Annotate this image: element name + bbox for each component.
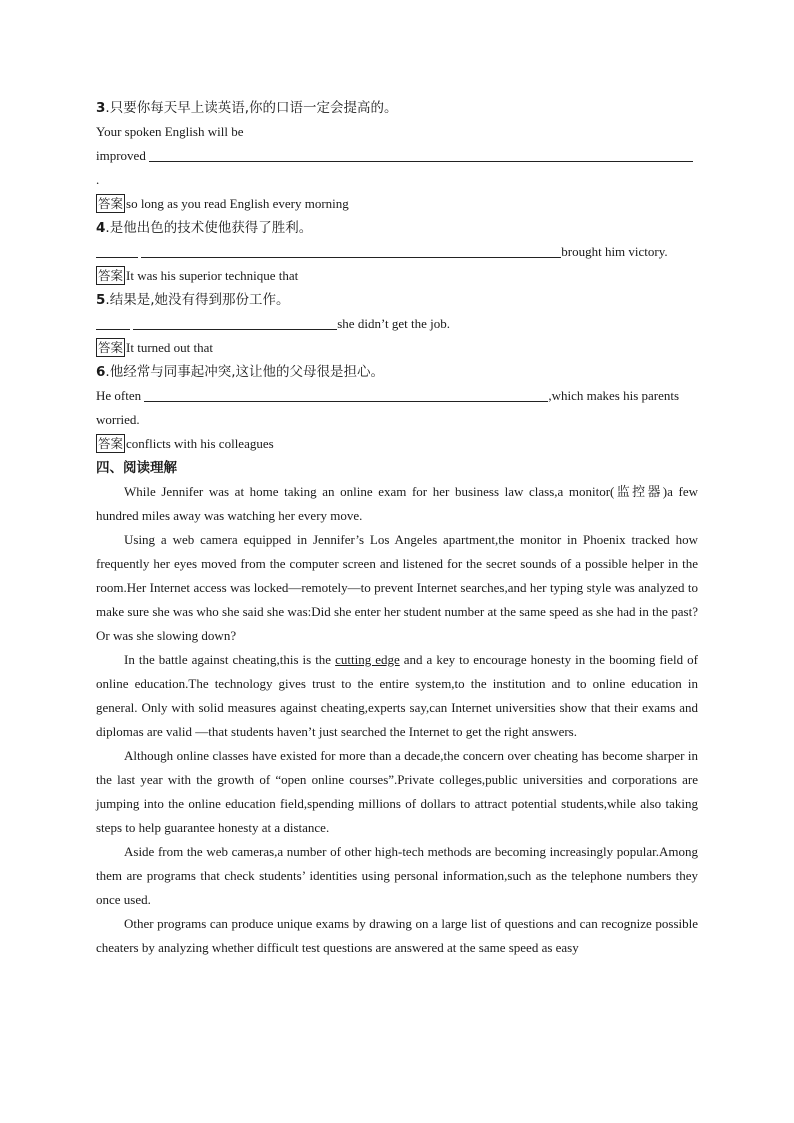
passage-paragraph-5: Aside from the web cameras,a number of other high-tech methods are becoming increasingly popular.Among them are programs that check students’ identities using personal information,such as the telephone numbers they once used. xyxy=(96,844,698,907)
question-6-prompt: 6.他经常与同事起冲突,这让他的父母很是担心。 xyxy=(96,364,384,380)
answer-blank[interactable] xyxy=(141,241,561,258)
answer-label: 答案 xyxy=(98,196,124,211)
question-6-answer: 答案 conflicts with his colleagues xyxy=(98,436,274,451)
question-5-answer: 答案 It turned out that xyxy=(98,340,214,355)
section-heading: 四、阅读理解 xyxy=(96,460,177,476)
answer-blank[interactable] xyxy=(149,145,693,162)
passage-paragraph-4: Although online classes have existed for more than a decade,the concern over cheating has become sharper in the last year with the growth of “open online courses”.Private colleges,public universities and corporations are jumping into the online education field,spending millions of dollars to attract potential students,while also taking steps to help guarantee honesty at a distance. xyxy=(96,748,698,835)
question-3-prompt: 3.只要你每天早上读英语,你的口语一定会提高的。 xyxy=(96,100,398,116)
question-4-line: brought him victory. xyxy=(96,240,698,264)
answer-label: 答案 xyxy=(98,268,124,283)
answer-blank[interactable] xyxy=(133,313,337,330)
question-4-prompt: 4.是他出色的技术使他获得了胜利。 xyxy=(96,220,313,236)
answer-blank[interactable] xyxy=(96,313,130,330)
question-3-line-1: Your spoken English will be xyxy=(96,124,244,139)
passage-paragraph-6: Other programs can produce unique exams by drawing on a large list of questions and can recognize possible cheaters by analyzing whether difficult test questions are answered at the same speed as easy xyxy=(96,916,698,955)
question-3-line-3: . xyxy=(96,172,100,187)
question-5-prompt: 5.结果是,她没有得到那份工作。 xyxy=(96,292,290,308)
answer-label: 答案 xyxy=(98,436,124,451)
passage-paragraph-1: While Jennifer was at home taking an online exam for her business law class,a monitor(监控器)a few hundred miles away was watching her every move. xyxy=(96,484,698,523)
underlined-phrase: cutting edge xyxy=(335,652,400,667)
answer-blank[interactable] xyxy=(144,385,548,402)
question-6-line-1: He often ,which makes his parents xyxy=(96,384,698,408)
document-page xyxy=(96,96,698,960)
answer-label: 答案 xyxy=(98,340,124,355)
passage-paragraph-2: Using a web camera equipped in Jennifer’s Los Angeles apartment,the monitor in Phoenix tracked how frequently her eyes moved from the computer screen and listened for the secret sounds of a possible helper in the room.Her Internet access was locked—remotely—to prevent Internet searches,and her typing style was analyzed to make sure she was who she said she was:Did she enter her student number at the same speed as she had in the past?Or was she slowing down? xyxy=(96,532,698,643)
question-3-line-2: improved xyxy=(96,144,698,168)
question-3-answer: 答案 so long as you read English every morning xyxy=(98,196,349,211)
question-4-answer: 答案 It was his superior technique that xyxy=(98,268,299,283)
passage-paragraph-3: In the battle against cheating,this is the cutting edge and a key to encourage honesty in the booming field of online education.The technology gives trust to the entire system,to the institution and to online education in general. Only with solid measures against cheating,experts say,can Internet universities show that their exams and diplomas are valid —that students haven’t just searched the Internet to get the right answers. xyxy=(96,652,698,739)
question-6-line-2: worried. xyxy=(96,412,140,427)
answer-blank[interactable] xyxy=(96,241,138,258)
question-5-line: she didn’t get the job. xyxy=(96,312,698,336)
